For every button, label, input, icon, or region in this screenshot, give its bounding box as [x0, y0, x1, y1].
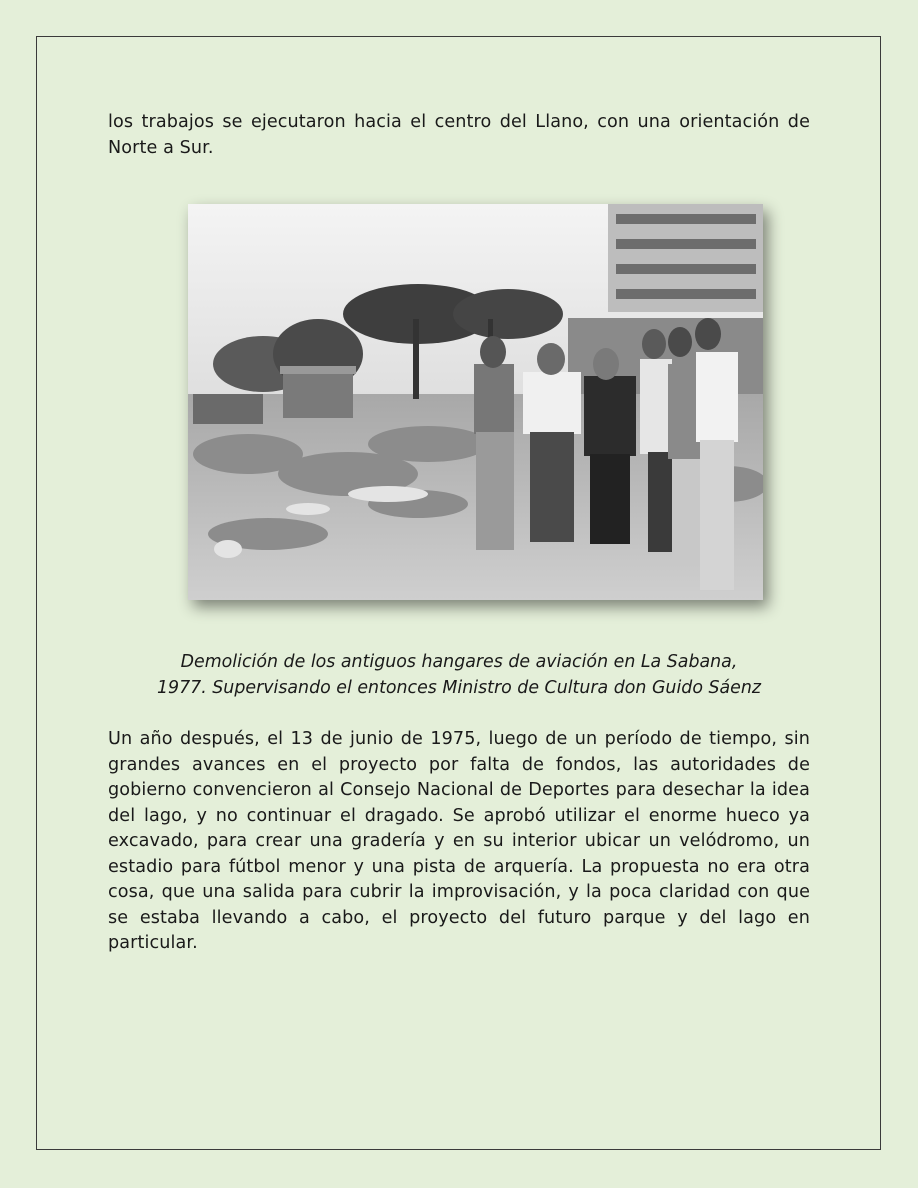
- intro-paragraph: los trabajos se ejecutaron hacia el centro del Llano, con una orientación de Norte a Sur.: [108, 112, 810, 158]
- photo-caption: [108, 650, 810, 701]
- caption-line-1: Demolición de los antiguos hangares de aviación en La Sabana,: [180, 652, 738, 672]
- historical-photo: [188, 204, 763, 600]
- caption-line-2: 1977. Supervisando el entonces Ministro de Cultura don Guido Sáenz: [156, 677, 762, 698]
- main-paragraph: Un año después, el 13 de junio de 1975, luego de un período de tiempo, sin grandes avances en el proyecto por falta de fondos, las autoridades de gobierno convencieron al Consejo Nacional de Deportes para desechar la idea del lago, y no continuar el dragado. Se aprobó utilizar el enorme hueco ya excavado, para crear una gradería y en su interior ubicar un velódromo, un estadio para fútbol menor y una pista de arquería. La propuesta no era otra cosa, que una salida para cubrir la improvisación, y la poca claridad con que se estaba llevando a cabo, el proyecto del futuro parque y del lago en particular.: [108, 729, 810, 953]
